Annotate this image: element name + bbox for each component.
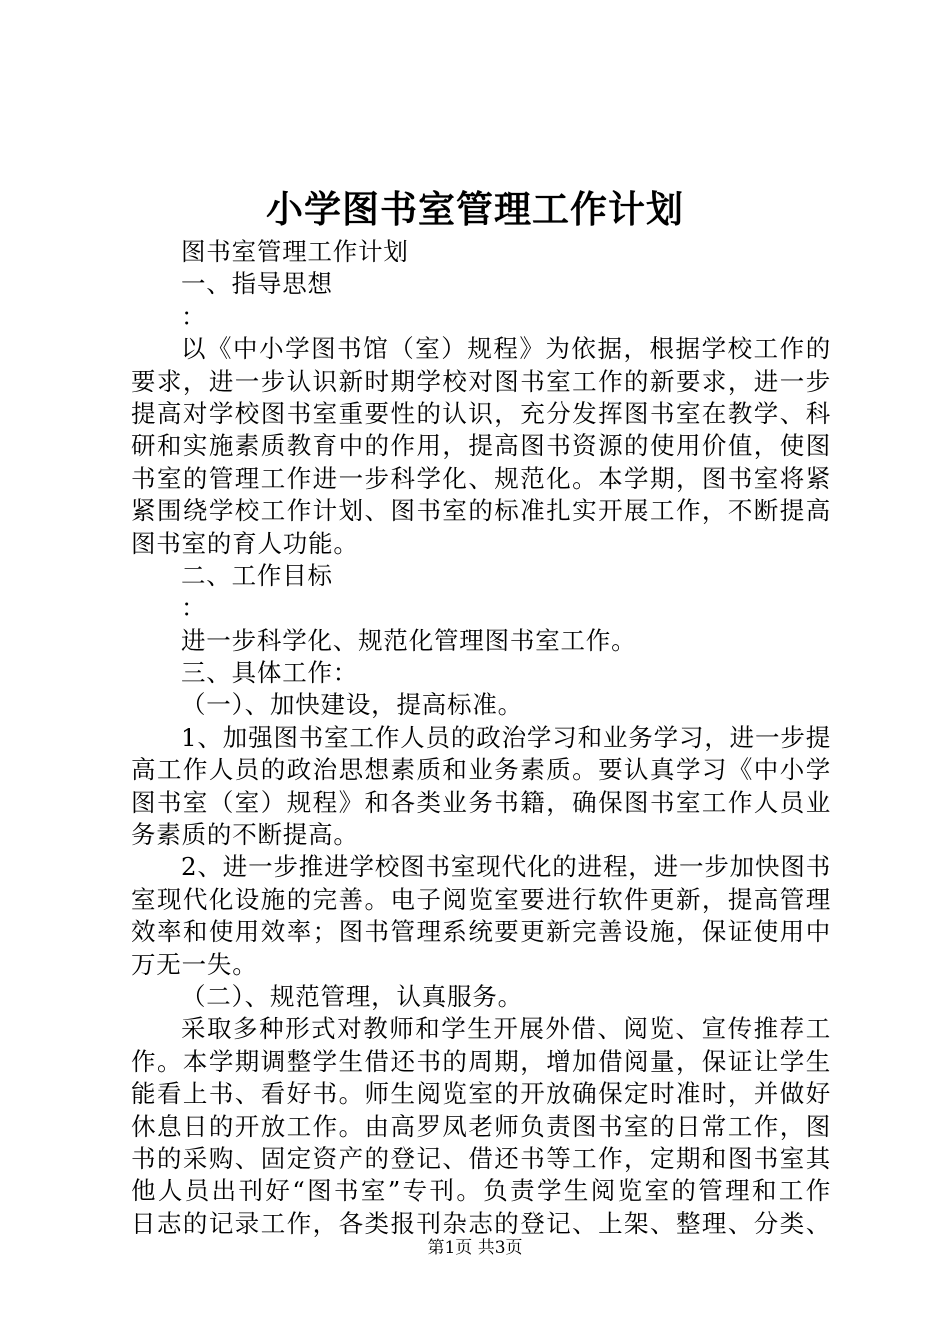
paragraph-line: ： [181, 593, 207, 623]
page-footer: 第1页 共3页 [427, 1238, 523, 1258]
paragraph-line: 二、工作目标 [181, 560, 333, 590]
paragraph-line: 三、具体工作： [181, 658, 359, 688]
document-body [131, 236, 831, 1240]
paragraph-line: 2、进一步推进学校图书室现代化的进程，进一步加快图书 [181, 852, 831, 882]
paragraph-line: 紧围绕学校工作计划、图书室的标准扎实开展工作，不断提高 [131, 496, 831, 526]
paragraph-line: 研和实施素质教育中的作用，提高图书资源的使用价值，使图 [131, 431, 831, 461]
paragraph-line: 作。本学期调整学生借还书的周期，增加借阅量，保证让学生 [131, 1046, 831, 1076]
paragraph-line: ： [181, 301, 207, 331]
paragraph-line: 1、加强图书室工作人员的政治学习和业务学习，进一步提 [181, 722, 831, 752]
paragraph-line: 室现代化设施的完善。电子阅览室要进行软件更新，提高管理 [131, 884, 831, 914]
paragraph-line: 进一步科学化、规范化管理图书室工作。 [181, 625, 637, 655]
paragraph-line: 书的采购、固定资产的登记、借还书等工作，定期和图书室其 [131, 1143, 831, 1173]
paragraph-line: 日志的记录工作，各类报刊杂志的登记、上架、整理、分类、 [131, 1208, 831, 1238]
paragraph-line: 效率和使用效率；图书管理系统要更新完善设施，保证使用中 [131, 917, 831, 947]
paragraph-line: 采取多种形式对教师和学生开展外借、阅览、宣传推荐工 [181, 1014, 831, 1044]
paragraph-line: 以《中小学图书馆（室）规程》为依据，根据学校工作的 [181, 334, 831, 364]
paragraph-line: 图书室管理工作计划 [181, 237, 409, 266]
paragraph-line: （二）、规范管理，认真服务。 [181, 981, 523, 1011]
paragraph-line: 书室的管理工作进一步科学化、规范化。本学期，图书室将紧 [131, 463, 831, 493]
paragraph-line: 务素质的不断提高。 [131, 820, 359, 850]
paragraph-line: 能看上书、看好书。师生阅览室的开放确保定时准时，并做好 [131, 1079, 831, 1109]
document-title: 小学图书室管理工作计划 [266, 187, 684, 231]
paragraph-line: 一、指导思想 [181, 269, 333, 299]
paragraph-line: 图书室（室）规程》和各类业务书籍，确保图书室工作人员业 [131, 787, 831, 817]
paragraph-line: 高工作人员的政治思想素质和业务素质。要认真学习《中小学 [131, 755, 831, 785]
paragraph-line: 休息日的开放工作。由高罗凤老师负责图书室的日常工作，图 [131, 1111, 831, 1141]
paragraph-line: 他人员出刊好“图书室”专刊。负责学生阅览室的管理和工作 [131, 1176, 831, 1206]
paragraph-line: （一）、加快建设，提高标准。 [181, 690, 523, 720]
paragraph-line: 提高对学校图书室重要性的认识，充分发挥图书室在教学、科 [131, 398, 831, 428]
paragraph-line: 图书室的育人功能。 [131, 528, 359, 558]
paragraph-line: 要求，进一步认识新时期学校对图书室工作的新要求，进一步 [131, 366, 831, 396]
paragraph-line: 万无一失。 [131, 949, 258, 979]
